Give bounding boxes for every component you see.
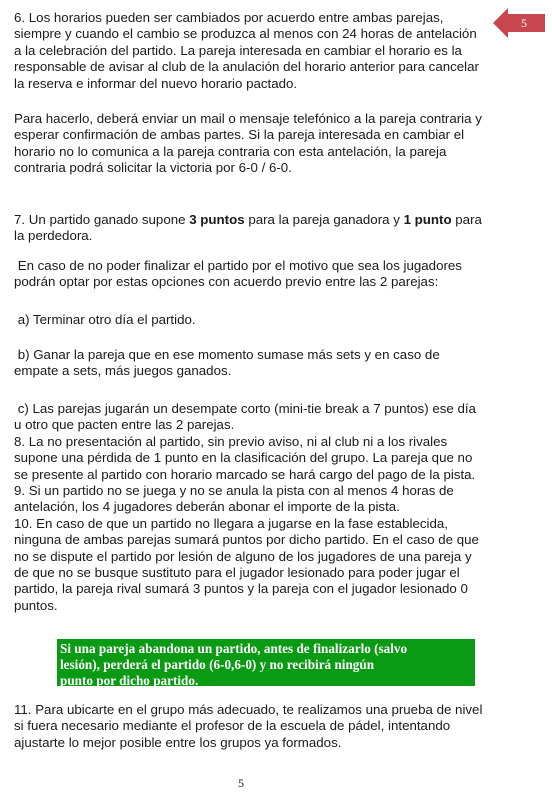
text-line: punto por dicho partido. bbox=[60, 673, 199, 688]
rule-7-loss-points: 1 punto bbox=[403, 212, 452, 227]
text-line: a) Terminar otro día el partido. bbox=[14, 312, 196, 327]
text-line: c) Las parejas jugarán un desempate corto (mini-tie break a 7 puntos) ese día bbox=[14, 401, 476, 416]
text-line: siempre y cuando el cambio se produzca al menos con 24 horas de antelación bbox=[14, 26, 477, 42]
option-b bbox=[14, 347, 484, 380]
abandon-match-callout bbox=[57, 639, 475, 686]
text-line: 8. La no presentación al partido, sin previo aviso, ni al club ni a los rivales bbox=[14, 433, 448, 449]
text-line: u otro que pacten entre las 2 parejas. bbox=[14, 417, 235, 433]
text-line: b) Ganar la pareja que en ese momento sumase más sets y en caso de bbox=[14, 347, 440, 362]
text-line: antelación, los 4 jugadores deberán abonar el importe de la pista. bbox=[14, 499, 400, 515]
unfinished-match-intro bbox=[14, 258, 484, 291]
text-line: 11. Para ubicarte en el grupo más adecuado, te realizamos una prueba de nivel bbox=[14, 702, 483, 717]
text-line: Si una pareja abandona un partido, antes de finalizarlo (salvo bbox=[60, 641, 408, 656]
text-line: Para hacerlo, deberá enviar un mail o mensaje telefónico a la pareja contraria y bbox=[14, 111, 482, 126]
text-line: ninguna de ambas parejas sumará puntos por dicho partido. En el caso de que bbox=[14, 532, 479, 548]
option-c-and-rules-8-10 bbox=[14, 401, 484, 614]
option-a bbox=[14, 312, 484, 328]
text-line: responsable de avisar al club de la anulación del horario anterior para cancelar bbox=[14, 59, 479, 75]
page-number: 5 bbox=[238, 776, 244, 790]
rule-7-text: 7. Un partido ganado supone bbox=[14, 212, 190, 227]
text-line: puntos. bbox=[14, 597, 58, 613]
rule-6 bbox=[14, 10, 484, 92]
text-line: si fuera necesario mediante el profesor de la escuela de pádel, intentando bbox=[14, 718, 451, 734]
rule-7-text: para bbox=[451, 212, 482, 227]
text-line: lesión), perderá el partido (6-0,6-0) y no recibirá ningún bbox=[60, 657, 375, 672]
rule-6-change-procedure bbox=[14, 111, 484, 177]
text-line: se presente al partido con horario marcado se hará cargo del pago de la pista. bbox=[14, 466, 476, 482]
text-line: podrán optar por estas opciones con acuerdo previo entre las 2 parejas: bbox=[14, 274, 439, 290]
page-indicator bbox=[493, 6, 545, 40]
text-line: a la celebración del partido. La pareja interesada en cambiar el horario es la bbox=[14, 42, 462, 58]
text-line: esperar confirmación de ambas partes. Si la pareja interesada en cambiar el bbox=[14, 127, 465, 143]
text-line: la perdedora. bbox=[14, 228, 93, 244]
text-line: contraria podrá solicitar la victoria por 6-0 / 6-0. bbox=[14, 160, 292, 176]
text-line: horario no lo comunica a la pareja contraria con esta antelación, la pareja bbox=[14, 143, 447, 159]
text-line: la reserva e informar del nuevo horario pactado. bbox=[14, 75, 298, 91]
rule-7-text: para la pareja ganadora y bbox=[244, 212, 404, 227]
text-line: 9. Si un partido no se juega y no se anula la pista con al menos 4 horas de bbox=[14, 483, 454, 499]
text-line: de que no se busque sustituto para el jugador lesionado para poder jugar el bbox=[14, 565, 460, 581]
rule-7 bbox=[14, 212, 484, 245]
text-line: En caso de no poder finalizar el partido por el motivo que sea los jugadores bbox=[14, 258, 462, 273]
text-line: no se dispute el partido por lesión de alguno de los jugadores de una pareja y bbox=[14, 548, 472, 564]
text-line: ajustarte lo mejor posible entre los grupos ya formados. bbox=[14, 734, 342, 750]
text-line: 6. Los horarios pueden ser cambiados por acuerdo entre ambas parejas, bbox=[14, 10, 444, 25]
text-line: supone una pérdida de 1 punto en la clasificación del grupo. La pareja que no bbox=[14, 450, 473, 466]
text-line: 10. En caso de que un partido no llegara a jugarse en la fase establecida, bbox=[14, 515, 448, 531]
rule-7-win-points: 3 puntos bbox=[189, 212, 245, 227]
text-line: empate a sets, más juegos ganados. bbox=[14, 363, 232, 379]
rule-11 bbox=[14, 702, 484, 751]
page-indicator-number: 5 bbox=[521, 15, 527, 30]
text-line: partido, la pareja rival sumará 3 puntos y la pareja con el jugador lesionado 0 bbox=[14, 581, 468, 597]
text-line bbox=[14, 212, 484, 228]
